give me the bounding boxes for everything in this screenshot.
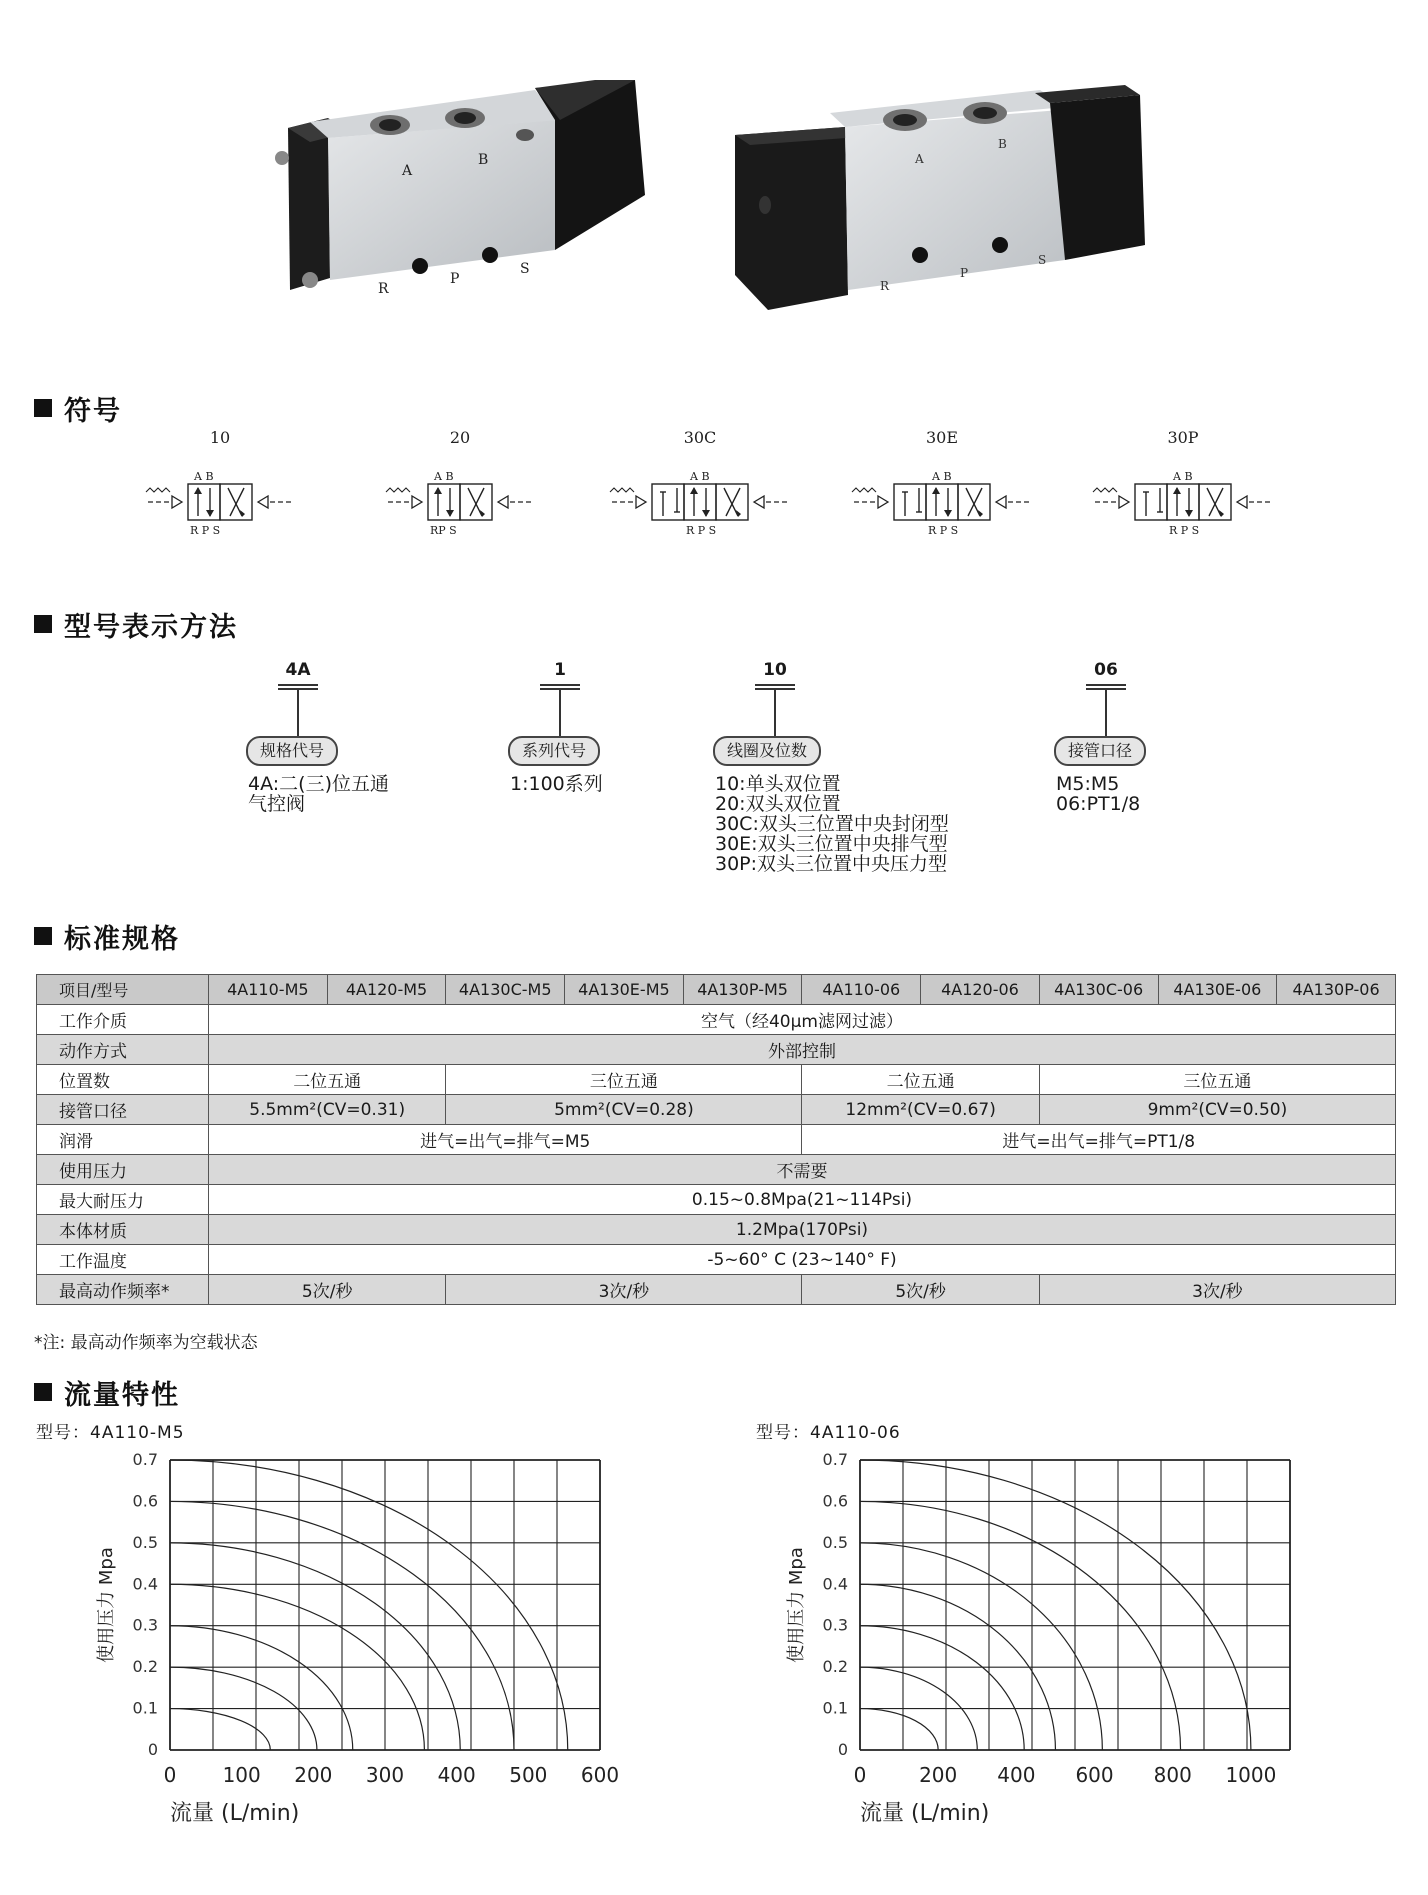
table-row [37,1095,1396,1125]
section-title: 型号表示方法 [64,611,238,643]
ports-top: A B [1173,470,1193,483]
cell: 9mm²(CV=0.50) [1039,1095,1395,1125]
x-tick-label: 400 [437,1763,476,1787]
flow-curve [860,1626,1024,1750]
header-cell: 4A130C-06 [1039,975,1158,1005]
y-tick-label: 0 [837,1740,848,1759]
x-tick-label: 800 [1153,1763,1192,1787]
section-title: 符号 [64,395,122,427]
y-tick-label: 0.3 [132,1615,158,1635]
cell: -5~60° C (23~140° F) [209,1245,1396,1275]
code-value: 4A [285,660,311,680]
flow-curve [170,1626,353,1750]
section-title: 标准规格 [64,923,180,955]
table-row [37,1245,1396,1275]
symbol-label: 30P [1167,428,1199,447]
cell: 0.15~0.8Mpa(21~114Psi) [209,1185,1396,1215]
desc-line: 30E:双头三位置中央排气型 [715,833,948,855]
ports-bottom: R P S [1169,524,1200,537]
port-label-b-r: B [998,137,1007,151]
y-tick-label: 0.5 [822,1532,848,1552]
flow-chart-06 [780,1450,1340,1830]
y-tick-label: 0.1 [822,1698,848,1718]
port-label-s: S [520,261,530,277]
x-tick-label: 200 [294,1763,333,1787]
port-label-p-r: P [960,266,969,280]
header-cell: 4A130P-M5 [683,975,802,1005]
code-port [1056,660,1316,910]
x-tick-label: 500 [509,1763,548,1787]
port-label-p: P [450,271,460,287]
port-label-r-r: R [880,279,890,293]
y-tick-label: 0.1 [132,1698,158,1718]
ports-bottom: R P S [686,524,717,537]
x-axis-label: 流量 (L/min) [860,1801,990,1826]
table-row [37,1155,1396,1185]
table-row [37,1125,1396,1155]
table-row [37,1215,1396,1245]
code-desc [715,774,949,874]
code-value: 1 [554,660,566,680]
cell: 3次/秒 [446,1275,802,1305]
cell: 进气=出气=排气=PT1/8 [802,1125,1396,1155]
code-desc [248,774,389,814]
valve-photo-left [270,80,670,315]
cell: 三位五通 [446,1065,802,1095]
cell: 5mm²(CV=0.28) [446,1095,802,1125]
symbol-label: 30E [925,428,959,447]
section-symbol [34,390,122,426]
desc-line: 30C:双头三位置中央封闭型 [715,813,949,835]
cell: 1.2Mpa(170Psi) [209,1215,1396,1245]
code-label-pill: 规格代号 [246,736,338,766]
ports-top: A B [932,470,952,483]
table-row [37,1185,1396,1215]
desc-line: 20:双头双位置 [715,793,841,815]
y-tick-label: 0.7 [132,1450,158,1469]
y-tick-label: 0.4 [132,1574,158,1594]
header-cell: 4A120-M5 [327,975,446,1005]
table-row [37,1275,1396,1305]
symbol-block [842,428,1042,548]
symbol-block [1083,428,1283,548]
chart-model-label: 型号：4A110-M5 [36,1423,185,1443]
x-tick-label: 1000 [1225,1763,1277,1787]
row-header: 最大耐压力 [37,1185,209,1215]
header-cell: 4A110-06 [802,975,921,1005]
port-label-b: B [478,152,489,168]
chart-model-label: 型号：4A110-06 [756,1423,901,1443]
symbol-block [360,428,560,548]
desc-line: 气控阀 [248,793,306,815]
flow-curve [170,1460,568,1750]
code-value: 06 [1094,660,1118,680]
valve-symbol-icon [360,464,560,544]
row-header: 工作温度 [37,1245,209,1275]
row-header: 最高动作频率* [37,1275,209,1305]
port-label-s-r: S [1038,253,1047,267]
ports-bottom: R P S [190,524,221,537]
code-label-pill: 系列代号 [508,736,600,766]
x-tick-label: 100 [222,1763,261,1787]
x-tick-label: 400 [997,1763,1036,1787]
x-axis-label: 流量 (L/min) [170,1801,300,1826]
y-tick-label: 0.5 [132,1532,158,1552]
table-row [37,1065,1396,1095]
code-label-pill: 接管口径 [1054,736,1146,766]
symbol-label: 10 [209,428,231,447]
cell: 进气=出气=排气=M5 [209,1125,802,1155]
y-tick-label: 0.6 [132,1491,158,1511]
footnote: *注: 最高动作频率为空载状态 [34,1333,258,1353]
cell: 二位五通 [802,1065,1039,1095]
desc-line: 30P:双头三位置中央压力型 [715,853,948,875]
port-label-r: R [378,281,389,297]
cell: 5次/秒 [802,1275,1039,1305]
x-tick-label: 600 [580,1763,620,1787]
header-cell: 4A110-M5 [209,975,328,1005]
code-spec [248,660,508,910]
desc-line: 4A:二(三)位五通 [248,773,389,795]
cell: 空气（经40μm滤网过滤） [209,1005,1396,1035]
cell: 三位五通 [1039,1065,1395,1095]
header-cell: 4A130P-06 [1277,975,1396,1005]
cell: 二位五通 [209,1065,446,1095]
ports-bottom: R P S [928,524,959,537]
code-coil [715,660,1045,910]
x-tick-label: 300 [365,1763,405,1787]
port-label-a: A [402,163,413,179]
row-header: 使用压力 [37,1155,209,1185]
header-cell: 4A130C-M5 [446,975,565,1005]
header-cell: 4A130E-M5 [565,975,684,1005]
ports-top: A B [690,470,710,483]
spec-table [36,974,1396,1305]
desc-line: 1:100系列 [510,773,603,795]
y-tick-label: 0.4 [822,1574,848,1594]
x-tick-label: 0 [163,1763,177,1787]
ports-top: A B [194,470,214,483]
valve-symbol-icon [120,464,320,544]
cell: 5.5mm²(CV=0.31) [209,1095,446,1125]
row-header: 动作方式 [37,1035,209,1065]
desc-line: 06:PT1/8 [1056,793,1141,815]
y-tick-label: 0.7 [822,1450,848,1469]
port-label-a-r: A [915,152,924,166]
row-header: 本体材质 [37,1215,209,1245]
row-header: 位置数 [37,1065,209,1095]
section-title: 流量特性 [64,1379,180,1411]
y-tick-label: 0 [147,1740,158,1759]
section-flow [34,1374,180,1410]
code-value: 10 [763,660,787,680]
y-axis-label: 使用压力 Mpa [96,1547,117,1663]
code-label-pill: 线圈及位数 [713,736,821,766]
valve-symbol-icon [842,464,1042,544]
flow-curve [170,1709,270,1750]
symbol-label: 20 [449,428,471,447]
valve-photo-right [730,85,1150,320]
flow-curve [860,1460,1251,1750]
y-tick-label: 0.2 [132,1657,158,1677]
header-cell: 项目/型号 [37,975,209,1005]
x-tick-label: 200 [919,1763,958,1787]
x-tick-label: 600 [1075,1763,1114,1787]
row-header: 接管口径 [37,1095,209,1125]
ports-top: A B [434,470,454,483]
header-cell: 4A120-06 [921,975,1040,1005]
table-row [37,1005,1396,1035]
section-standard-specs [34,918,180,954]
flow-curve [860,1543,1102,1750]
cell: 外部控制 [209,1035,1396,1065]
valve-symbol-icon [1083,464,1283,544]
y-tick-label: 0.6 [822,1491,848,1511]
x-tick-label: 0 [853,1763,867,1787]
symbol-block [600,428,800,548]
section-model-designation [34,606,238,642]
symbol-block [120,428,320,548]
code-desc [1056,774,1140,814]
valve-symbol-icon [600,464,800,544]
cell: 不需要 [209,1155,1396,1185]
cell: 5次/秒 [209,1275,446,1305]
table-row [37,1035,1396,1065]
flow-chart-m5 [90,1450,650,1830]
cell: 3次/秒 [1039,1275,1395,1305]
symbol-label: 30C [683,428,717,447]
row-header: 工作介质 [37,1005,209,1035]
desc-line: M5:M5 [1056,773,1120,795]
y-tick-label: 0.3 [822,1615,848,1635]
desc-line: 10:单头双位置 [715,773,841,795]
flow-curve [860,1709,938,1750]
y-tick-label: 0.2 [822,1657,848,1677]
ports-bottom: RP S [430,524,457,537]
code-desc [510,774,603,794]
y-axis-label: 使用压力 Mpa [786,1547,807,1663]
table-header-row [37,975,1396,1005]
row-header: 润滑 [37,1125,209,1155]
cell: 12mm²(CV=0.67) [802,1095,1039,1125]
header-cell: 4A130E-06 [1158,975,1277,1005]
